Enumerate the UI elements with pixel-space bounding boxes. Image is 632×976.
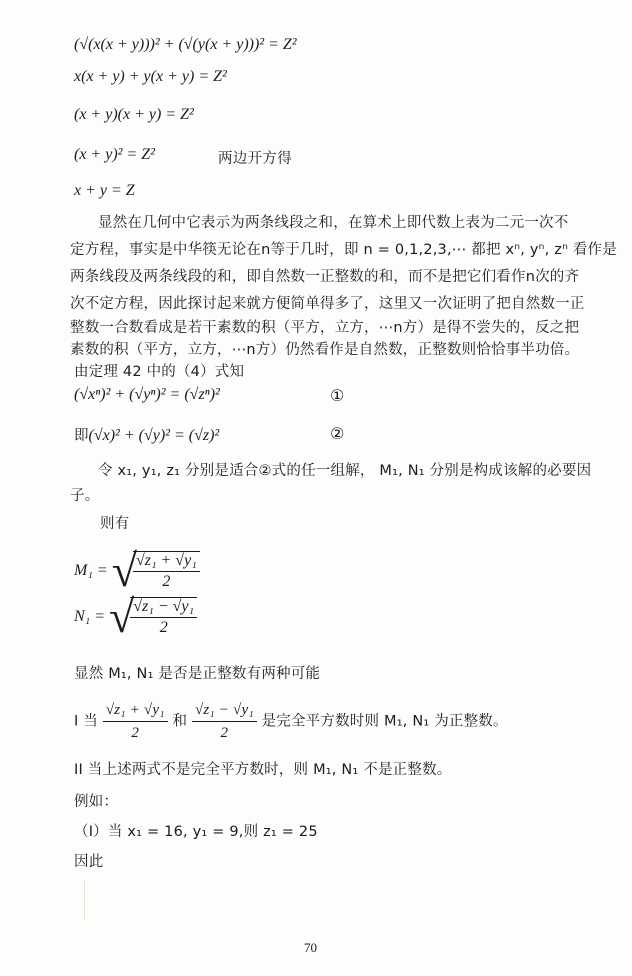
let-line-1: 令 x₁, y₁, z₁ 分别是适合②式的任一组解， M₁, N₁ 分别是构成该解的必要因 <box>98 463 592 479</box>
equation-1: (√(x(x + y)))² + (√(y(x + y)))² = Z² <box>74 36 297 53</box>
case-1-frac-2-denominator: 2 <box>220 725 229 741</box>
paragraph-1-line-6: 素数的积（平方，立方，⋯n方）仍然看作是自然数，正整数则恰恰事半功倍。 <box>70 342 580 358</box>
margin-mark <box>84 880 85 920</box>
equation-circled-2: 即(√x)² + (√y)² = (√z)² <box>74 427 220 444</box>
obvious-statement: 显然 M₁, N₁ 是否是正整数有两种可能 <box>74 666 321 682</box>
theorem-reference: 由定理 42 中的（4）式知 <box>74 364 245 380</box>
case-1-frac-1-denominator: 2 <box>131 725 140 741</box>
page-number: 70 <box>304 940 317 955</box>
n1-formula: N₁ = √ $\frac{\text{√z₁ − √y₁}}{2}$ <box>74 594 197 640</box>
example-1: （I）当 x₁ = 16, y₁ = 9,则 z₁ = 25 <box>74 824 318 840</box>
paragraph-1-line-1: 显然在几何中它表示为两条线段之和，在算术上即代数上表为二元一次不 <box>98 215 569 231</box>
paragraph-1-line-2: 定方程，事实是中华筷无论在n等于几时，即 n = 0,1,2,3,⋯ 都把 xⁿ, yⁿ, zⁿ 看作是 <box>70 242 617 258</box>
n1-denominator: 2 <box>159 619 168 636</box>
case-1-frac-1-numerator: √z₁ + √y₁ <box>103 700 168 722</box>
let-line-2: 子。 <box>70 488 100 504</box>
equation-4: (x + y)² = Z² <box>74 146 155 163</box>
case-1: I 当 $\frac{\text{√z₁ + √y₁}}{2}$ 和 $\frac{\text{√z₁ − √y₁}}{2}$ 是完全平方数时则 M₁, N₁ 为正整数。 <box>74 702 508 741</box>
m1-denominator: 2 <box>162 573 171 590</box>
equation-4-note: 两边开方得 <box>218 151 292 167</box>
equation-5: x + y = Z <box>74 182 135 199</box>
example-heading: 例如： <box>74 794 119 810</box>
equation-label-2: ② <box>330 424 345 443</box>
therefore-text: 因此 <box>74 854 104 870</box>
m1-numerator: √z₁ + √y₁ <box>133 552 200 572</box>
m1-formula: M₁ = √ $\frac{\text{√z₁ + √y₁}}{2}$ <box>74 548 200 594</box>
then-text: 则有 <box>100 516 130 532</box>
case-2: II 当上述两式不是完全平方数时，则 M₁, N₁ 不是正整数。 <box>74 762 452 778</box>
equation-label-1: ① <box>330 386 345 405</box>
equation-3: (x + y)(x + y) = Z² <box>74 106 194 123</box>
equation-2: x(x + y) + y(x + y) = Z² <box>74 68 227 85</box>
equation-circled-1: (√xⁿ)² + (√yⁿ)² = (√zⁿ)² <box>74 386 220 403</box>
paragraph-1-line-4: 次不定方程，因此探讨起来就方便简单得多了，这里又一次证明了把自然数一正 <box>70 296 585 312</box>
paragraph-1-line-3: 两条线段及两条线段的和，即自然数一正整数的和，而不是把它们看作n次的齐 <box>70 269 580 285</box>
paragraph-1-line-5: 整数一合数看成是若干素数的积（平方，立方，⋯n方）是得不尝失的，反之把 <box>70 320 580 336</box>
n1-numerator: √z₁ − √y₁ <box>130 598 197 618</box>
case-1-frac-2-numerator: √z₁ − √y₁ <box>192 700 257 722</box>
